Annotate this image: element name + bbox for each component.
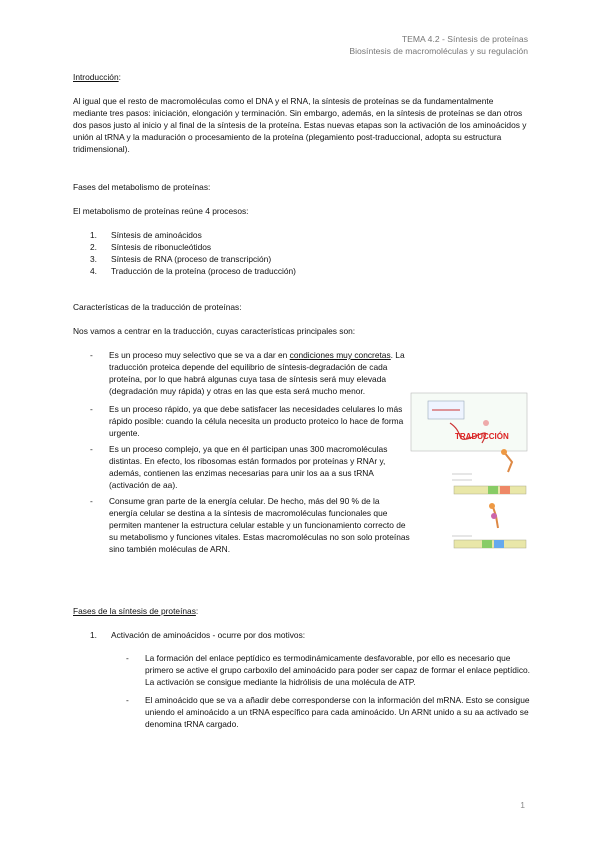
metabolism-heading: Fases del metabolismo de proteínas:: [73, 182, 211, 192]
header-topic: TEMA 4.2 - Síntesis de proteínas: [401, 34, 528, 44]
list-item: 3. Síntesis de RNA (proceso de transcripción): [90, 254, 272, 264]
characteristic-bullet: - Es un proceso complejo, ya que en él participan unas 300 macromoléculas distintas. En efecto, los ribosomas están formados por proteínas y RNAr y, además, contienen las enzimas necesarias para unir los aa a sus tRNA (activación de aa).: [90, 444, 388, 490]
intro-heading: Introducción:: [73, 72, 121, 82]
translation-diagram-image: [410, 383, 528, 453]
characteristic-bullet: - Consume gran parte de la energía celular. De hecho, más del 90 % de la energía celular se destina a la síntesis de macromoléculas funcionales que permiten mantener la estructura celular estable y un funcionamiento correcto de su metabolismo y funciones vitales. Estas macromoléculas no son solo proteínas sino también moléculas de ARN.: [90, 496, 410, 554]
list-item: 2. Síntesis de ribonucleótidos: [90, 242, 212, 252]
characteristics-lead: Nos vamos a centrar en la traducción, cuyas características principales son:: [73, 326, 356, 336]
characteristics-heading: Características de la traducción de proteínas:: [73, 302, 242, 312]
page-header: [349, 33, 528, 57]
intro-paragraph: Al igual que el resto de macromoléculas como el DNA y el RNA, la síntesis de proteínas se da fundamentalmente mediante tres pasos: iniciación, elongación y terminación. Sin embargo, además, en la síntesis de proteínas se dan otros dos pasos justo al inicio y al final de la síntesis de la proteína. Estas nuevas etapas son la activación de los aminoácidos y unión al tRNA y la maduración o procesamiento de la proteína (plegamiento post-traduccional, adopta su estructura tridimensional).: [73, 96, 527, 154]
metabolism-list: [90, 229, 296, 277]
synthesis-heading: Fases de la síntesis de proteínas:: [73, 606, 199, 616]
list-item: 1. Activación de aminoácidos - ocurre por dos motivos:: [90, 630, 306, 640]
ribosome-diagram-bottom: [442, 502, 530, 554]
translation-cell-diagram: [410, 383, 528, 453]
ribosome-illustration: [442, 448, 530, 500]
metabolism-lead: El metabolismo de proteínas reúne 4 procesos:: [73, 206, 249, 216]
list-item: 1. Síntesis de aminoácidos: [90, 230, 202, 240]
list-item: 4. Traducción de la proteína (proceso de traducción): [90, 266, 296, 276]
activation-subbullet: - La formación del enlace peptídico es termodinámicamente desfavorable, por ello es necesario que primero se active el grupo carboxilo del aminoácido para poder ser capaz de formar el enlace peptídico. La activación se consigue mediante la hidrólisis de una molécula de ATP.: [126, 653, 530, 687]
header-subject: Biosíntesis de macromoléculas y su regulación: [349, 46, 528, 56]
characteristic-bullet: - Es un proceso rápido, ya que debe satisfacer las necesidades celulares lo más rápido posible: cuando la célula necesita un producto proteico lo hace de forma urgente.: [90, 404, 404, 438]
characteristic-bullet: - Es un proceso muy selectivo que se va a dar en condiciones muy concretas. La traducción proteica depende del equilibrio de síntesis-degradación de cada proteína, por lo que habrá algunas cuya tasa de síntesis será muy elevada (degradación muy rápida) y otras en las que esta será mucho menor.: [90, 350, 405, 396]
activation-subbullet: - El aminoácido que se va a añadir debe corresponderse con la información del mRNA. Esto se consigue uniendo el aminoácido a un tRNA específico para cada aminoácido. Un ARNt unido a su aa activado se denomina tRNA cargado.: [126, 695, 530, 729]
synthesis-list: [90, 629, 305, 641]
ribosome-illustration: [442, 502, 530, 554]
translation-label: TRADUCCIÓN: [455, 432, 509, 441]
page-number: 1: [520, 800, 525, 810]
ribosome-diagram-top: [442, 448, 530, 500]
